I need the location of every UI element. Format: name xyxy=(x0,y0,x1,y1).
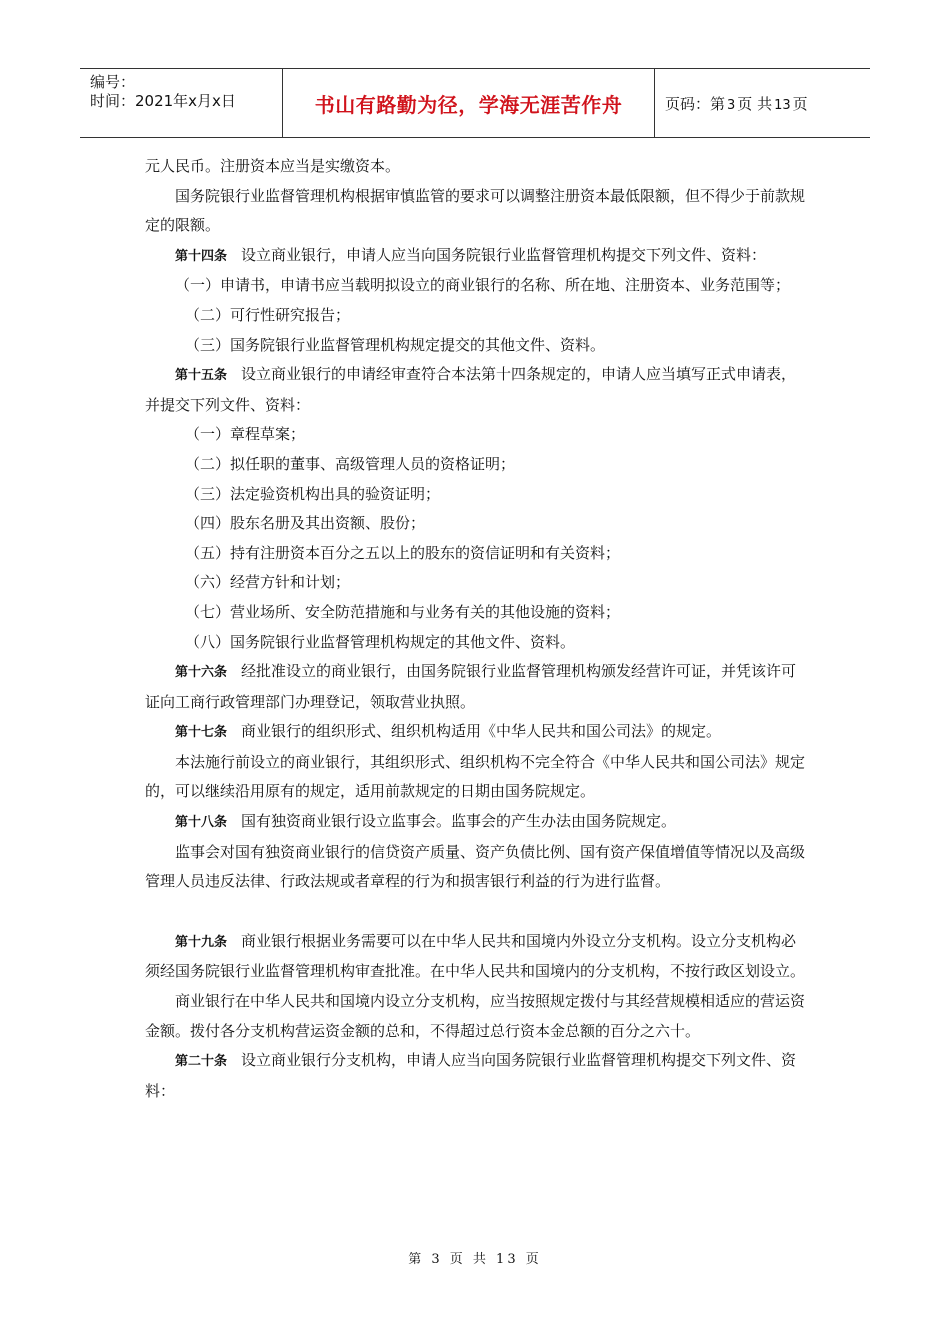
paragraph-text: 设立商业银行的申请经审查符合本法第十四条规定的，申请人应当填写正式申请表，并提交下列文件、资料： xyxy=(145,365,797,414)
body-paragraph xyxy=(145,331,805,361)
body-paragraph xyxy=(145,748,805,807)
body-paragraph xyxy=(145,838,805,897)
paragraph-gap xyxy=(145,897,805,927)
number-label: 编号： xyxy=(90,73,136,91)
article-number: 第十八条 xyxy=(175,815,228,831)
body-paragraph xyxy=(145,271,805,301)
paragraph-text: （七）营业场所、安全防范措施和与业务有关的其他设施的资料； xyxy=(185,602,621,621)
body-paragraph xyxy=(145,539,805,569)
document-body xyxy=(145,152,805,1106)
article-paragraph xyxy=(145,807,805,838)
paragraph-text: （六）经营方针和计划； xyxy=(185,573,351,592)
body-paragraph xyxy=(145,420,805,450)
paragraph-text: （二）可行性研究报告； xyxy=(185,305,351,324)
article-number: 第十四条 xyxy=(175,248,228,264)
article-number: 第十六条 xyxy=(175,665,228,681)
header-motto: 书山有路勤为径，学海无涯苦作舟 xyxy=(314,92,623,117)
article-paragraph xyxy=(145,927,805,987)
article-paragraph xyxy=(145,1046,805,1106)
body-paragraph xyxy=(145,450,805,480)
paragraph-text: 国务院银行业监督管理机构根据审慎监管的要求可以调整注册资本最低限额，但不得少于前款规定的限额。 xyxy=(145,186,806,235)
article-number: 第十九条 xyxy=(175,934,228,950)
page-total: 13 xyxy=(774,97,791,113)
article-paragraph xyxy=(145,241,805,272)
article-number: 第十五条 xyxy=(175,368,228,384)
header-motto-cell xyxy=(283,69,655,137)
header-page-cell xyxy=(655,69,870,137)
paragraph-text: 商业银行的组织形式、组织机构适用《中华人民共和国公司法》的规定。 xyxy=(241,722,722,741)
body-paragraph xyxy=(145,182,805,241)
article-paragraph xyxy=(145,360,805,420)
paragraph-text: （三）法定验资机构出具的验资证明； xyxy=(185,484,441,503)
paragraph-text: 国有独资商业银行设立监事会。监事会的产生办法由国务院规定。 xyxy=(241,812,677,831)
header-page-indicator xyxy=(665,93,808,114)
time-label: 时间：2021年x月x日 xyxy=(90,92,236,110)
body-paragraph xyxy=(145,301,805,331)
article-paragraph xyxy=(145,657,805,717)
body-paragraph xyxy=(145,480,805,510)
paragraph-text: （八）国务院银行业监督管理机构规定的其他文件、资料。 xyxy=(185,632,576,651)
header-meta xyxy=(80,69,283,137)
page-mid: 页 共 xyxy=(737,94,773,113)
page-footer: 第 3 页 共 13 页 xyxy=(408,1252,542,1267)
body-paragraph xyxy=(145,509,805,539)
paragraph-text: （一）申请书，申请书应当载明拟设立的商业银行的名称、所在地、注册资本、业务范围等； xyxy=(175,276,791,295)
body-paragraph xyxy=(145,152,805,182)
page-header xyxy=(80,68,870,138)
paragraph-text: 监事会对国有独资商业银行的信贷资产质量、资产负债比例、国有资产保值增值等情况以及高级管理人员违反法律、行政法规或者章程的行为和损害银行利益的行为进行监督。 xyxy=(145,842,806,891)
paragraph-text: （五）持有注册资本百分之五以上的股东的资信证明和有关资料； xyxy=(185,543,621,562)
paragraph-text: 商业银行在中华人民共和国境内设立分支机构，应当按照规定拨付与其经营规模相适应的营运资金额。拨付各分支机构营运资金额的总和，不得超过总行资本金总额的百分之六十。 xyxy=(145,992,806,1040)
body-paragraph xyxy=(145,568,805,598)
page-current: 3 xyxy=(727,97,736,113)
paragraph-text: 商业银行根据业务需要可以在中华人民共和国境内外设立分支机构。设立分支机构必须经国务院银行业监督管理机构审查批准。在中华人民共和国境内的分支机构，不按行政区划设立。 xyxy=(145,931,806,981)
paragraph-text: （二）拟任职的董事、高级管理人员的资格证明； xyxy=(185,454,516,473)
paragraph-text: （四）股东名册及其出资额、股份； xyxy=(185,514,426,533)
paragraph-text: （三）国务院银行业监督管理机构规定提交的其他文件、资料。 xyxy=(185,335,606,354)
paragraph-text: 元人民币。注册资本应当是实缴资本。 xyxy=(145,157,401,175)
page-suffix: 页 xyxy=(792,94,808,113)
article-number: 第十七条 xyxy=(175,725,228,741)
paragraph-text: 设立商业银行，申请人应当向国务院银行业监督管理机构提交下列文件、资料： xyxy=(241,245,767,264)
article-number: 第二十条 xyxy=(175,1054,228,1070)
paragraph-text: 设立商业银行分支机构，申请人应当向国务院银行业监督管理机构提交下列文件、资料： xyxy=(145,1051,797,1100)
paragraph-text: 经批准设立的商业银行，由国务院银行业监督管理机构颁发经营许可证，并凭该许可证向工商行政管理部门办理登记，领取营业执照。 xyxy=(145,662,797,711)
body-paragraph xyxy=(145,987,805,1046)
article-paragraph xyxy=(145,717,805,748)
body-paragraph xyxy=(145,628,805,658)
paragraph-text: （一）章程草案； xyxy=(185,425,306,444)
page-prefix: 页码：第 xyxy=(665,94,726,113)
paragraph-text: 本法施行前设立的商业银行，其组织形式、组织机构不完全符合《中华人民共和国公司法》规定的，可以继续沿用原有的规定，适用前款规定的日期由国务院规定。 xyxy=(145,752,806,801)
body-paragraph xyxy=(145,598,805,628)
